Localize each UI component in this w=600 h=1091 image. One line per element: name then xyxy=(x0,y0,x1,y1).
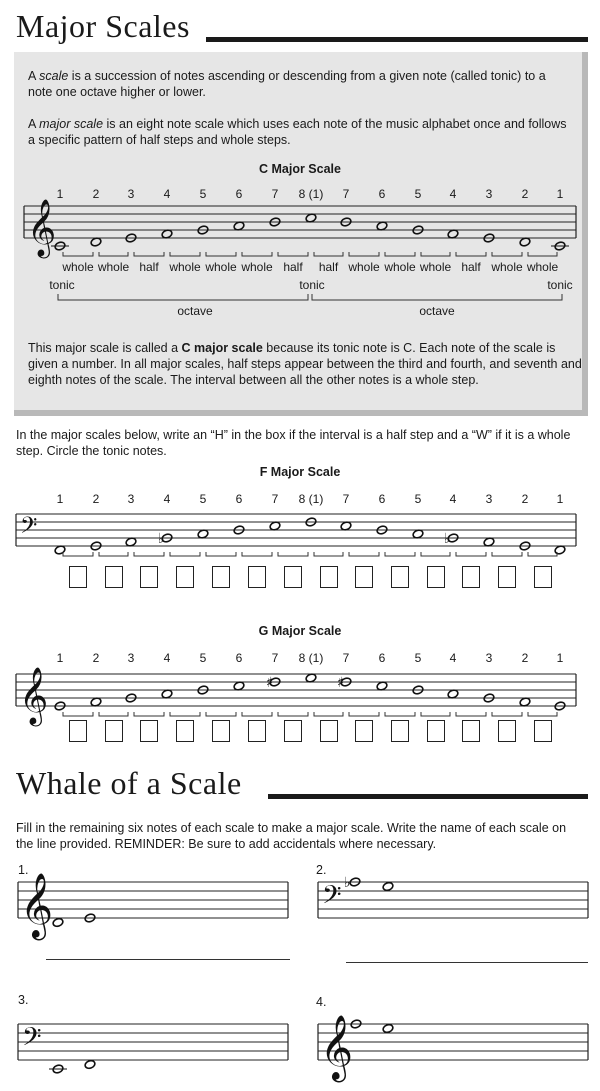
answer-box[interactable] xyxy=(320,720,338,742)
step-bracket xyxy=(206,252,236,256)
exercise-1-number: 1. xyxy=(18,863,29,877)
scale-degree: 6 xyxy=(235,492,243,506)
answer-box[interactable] xyxy=(462,566,480,588)
step-bracket xyxy=(528,552,557,556)
intro-paragraph-c-major: This major scale is called a C major scale because its tonic note is C. Each note of the scale is given a number. In all major scales, half steps appear between the third and fourth, and seventh and eighth notes of the scale. The interval between all the other notes is a whole step. xyxy=(28,341,582,387)
scale-degree: 5 xyxy=(199,651,207,665)
step-bracket xyxy=(385,252,415,256)
bass-clef-icon: 𝄢 xyxy=(22,1023,42,1058)
scale-degree: 7 xyxy=(271,187,279,201)
c-major-title: C Major Scale xyxy=(259,162,341,176)
exercise-3-staff xyxy=(0,1012,300,1086)
whole-note-icon xyxy=(382,1023,394,1033)
step-bracket xyxy=(206,552,236,556)
step-bracket xyxy=(134,712,164,716)
step-label: whole xyxy=(241,260,273,274)
answer-box[interactable] xyxy=(284,720,302,742)
step-bracket xyxy=(134,552,164,556)
scale-degree: 5 xyxy=(199,492,207,506)
octave-label-2: octave xyxy=(419,304,455,318)
scale-degree: 5 xyxy=(414,651,422,665)
scale-degree: 3 xyxy=(127,492,135,506)
step-label: whole xyxy=(491,260,523,274)
step-bracket xyxy=(242,252,272,256)
scale-degree: 1 xyxy=(556,492,564,506)
section-title-major-scales: Major Scales xyxy=(16,8,190,44)
exercise-3-number: 3. xyxy=(18,993,29,1007)
f-major-staff xyxy=(0,506,600,558)
step-bracket xyxy=(385,552,415,556)
answer-box[interactable] xyxy=(355,566,373,588)
exercise-4-staff xyxy=(300,1012,600,1086)
step-label: whole xyxy=(526,260,559,274)
scale-degree: 5 xyxy=(414,187,422,201)
answer-box[interactable] xyxy=(534,566,552,588)
scale-degree: 6 xyxy=(378,651,386,665)
exercise-2-number: 2. xyxy=(316,863,327,877)
sharp-icon: ♯ xyxy=(266,675,273,691)
scale-degree: 2 xyxy=(92,492,100,506)
flat-icon: ♭ xyxy=(444,531,451,547)
step-bracket xyxy=(349,552,379,556)
scale-degree: 4 xyxy=(449,651,457,665)
scale-degree: 1 xyxy=(56,651,64,665)
step-bracket xyxy=(385,712,415,716)
exercise-1-staff xyxy=(0,870,300,944)
answer-box[interactable] xyxy=(212,566,230,588)
scale-degree: 6 xyxy=(378,187,386,201)
treble-clef-icon: 𝄞 xyxy=(19,666,49,724)
scale-degree: 2 xyxy=(92,187,100,201)
step-bracket xyxy=(63,252,93,256)
answer-box[interactable] xyxy=(534,720,552,742)
step-label: half xyxy=(283,260,303,274)
answer-box[interactable] xyxy=(391,720,409,742)
tonic-label-end: tonic xyxy=(547,278,573,292)
scale-degree: 6 xyxy=(235,651,243,665)
answer-box[interactable] xyxy=(69,720,87,742)
step-bracket xyxy=(242,712,272,716)
scale-degree: 4 xyxy=(449,187,457,201)
bass-clef-icon: 𝄢 xyxy=(322,881,342,916)
step-bracket xyxy=(99,252,128,256)
treble-clef-icon: 𝄞 xyxy=(27,198,57,256)
answer-box[interactable] xyxy=(212,720,230,742)
scale-degree: 4 xyxy=(163,187,171,201)
exercise-2-answer-line[interactable] xyxy=(346,962,588,963)
scale-degree: 1 xyxy=(56,187,64,201)
step-bracket xyxy=(63,552,93,556)
answer-box[interactable] xyxy=(427,566,445,588)
whole-note-icon xyxy=(52,917,64,927)
step-bracket xyxy=(278,552,308,556)
scale-degree: 2 xyxy=(521,187,529,201)
scale-degree: 4 xyxy=(163,651,171,665)
step-bracket xyxy=(314,552,343,556)
flat-icon: ♭ xyxy=(158,531,165,547)
step-bracket xyxy=(99,712,128,716)
scale-degree: 7 xyxy=(342,187,350,201)
scale-degree: 8 (1) xyxy=(298,651,324,665)
scale-degree: 4 xyxy=(163,492,171,506)
step-bracket xyxy=(421,252,450,256)
answer-box[interactable] xyxy=(69,566,87,588)
answer-box[interactable] xyxy=(462,720,480,742)
bass-clef-icon: 𝄢 xyxy=(20,513,38,544)
scale-degree: 3 xyxy=(485,187,493,201)
step-bracket xyxy=(170,552,200,556)
octave-brackets xyxy=(0,292,600,302)
scale-degree: 7 xyxy=(342,492,350,506)
step-bracket xyxy=(278,252,308,256)
exercise-1-answer-line[interactable] xyxy=(46,959,290,960)
tonic-label-middle: tonic xyxy=(299,278,325,292)
answer-box[interactable] xyxy=(498,720,516,742)
step-label: whole xyxy=(169,260,201,274)
step-bracket xyxy=(349,712,379,716)
step-bracket xyxy=(134,252,164,256)
step-bracket xyxy=(492,552,522,556)
step-label: whole xyxy=(419,260,452,274)
intro-box xyxy=(14,52,588,416)
sharp-icon: ♯ xyxy=(337,675,344,691)
step-label: whole xyxy=(205,260,237,274)
step-bracket xyxy=(63,712,93,716)
step-bracket xyxy=(456,252,486,256)
step-label: half xyxy=(461,260,481,274)
flat-icon: ♭ xyxy=(344,875,351,891)
step-bracket xyxy=(421,712,450,716)
answer-box[interactable] xyxy=(176,720,194,742)
step-bracket xyxy=(492,252,522,256)
scale-degree: 6 xyxy=(235,187,243,201)
scale-degree: 8 (1) xyxy=(298,187,324,201)
answer-box[interactable] xyxy=(248,566,266,588)
scale-degree: 7 xyxy=(342,651,350,665)
scale-degree: 1 xyxy=(556,187,564,201)
octave-labels xyxy=(0,304,600,320)
step-bracket xyxy=(278,712,308,716)
answer-box[interactable] xyxy=(320,566,338,588)
step-bracket xyxy=(314,712,343,716)
whale-instructions: Fill in the remaining six notes of each scale to make a major scale. Write the name of each scale on the line provided. REMINDER: Be sure to add accidentals where necessary. xyxy=(16,821,567,851)
answer-box[interactable] xyxy=(391,566,409,588)
step-bracket xyxy=(170,712,200,716)
step-label: half xyxy=(139,260,159,274)
answer-box[interactable] xyxy=(284,566,302,588)
step-bracket xyxy=(99,552,128,556)
step-bracket xyxy=(528,252,557,256)
scale-degree: 7 xyxy=(271,492,279,506)
answer-box[interactable] xyxy=(140,720,158,742)
scale-degree: 4 xyxy=(449,492,457,506)
step-bracket xyxy=(242,552,272,556)
g-major-staff xyxy=(0,664,600,724)
octave-label-1: octave xyxy=(177,304,213,318)
g-major-title: G Major Scale xyxy=(258,624,342,638)
step-bracket xyxy=(456,552,486,556)
f-major-title: F Major Scale xyxy=(259,465,341,479)
c-major-staff xyxy=(0,198,600,256)
scale-degree: 3 xyxy=(485,651,493,665)
step-label: whole xyxy=(384,260,416,274)
intro-paragraph-major-scale: A major scale is an eight note scale which uses each note of the music alphabet once and follows a specific pattern of half steps and whole steps. xyxy=(28,117,567,147)
step-label: whole xyxy=(62,260,94,274)
step-bracket xyxy=(349,252,379,256)
step-bracket xyxy=(528,712,557,716)
scale-degree: 3 xyxy=(127,187,135,201)
step-bracket xyxy=(492,712,522,716)
answer-box[interactable] xyxy=(248,720,266,742)
whole-note-icon xyxy=(382,881,394,891)
scale-degree: 3 xyxy=(485,492,493,506)
scale-degree: 2 xyxy=(92,651,100,665)
answer-box[interactable] xyxy=(427,720,445,742)
step-bracket xyxy=(314,252,343,256)
step-label: half xyxy=(318,260,339,274)
step-bracket xyxy=(421,552,450,556)
exercise-2-staff xyxy=(300,870,600,944)
scale-degree: 5 xyxy=(414,492,422,506)
exercise-instructions: In the major scales below, write an “H” in the box if the interval is a half step and a “W” if it is a whole step. Circle the tonic notes. xyxy=(16,428,571,458)
scale-degree: 2 xyxy=(521,492,529,506)
step-label: whole xyxy=(348,260,380,274)
answer-box[interactable] xyxy=(498,566,516,588)
scale-degree: 1 xyxy=(556,651,564,665)
treble-clef-icon: 𝄞 xyxy=(20,873,53,938)
scale-degree: 7 xyxy=(271,651,279,665)
scale-degree: 1 xyxy=(56,492,64,506)
treble-clef-icon: 𝄞 xyxy=(320,1015,353,1080)
scale-degree: 8 (1) xyxy=(298,492,324,506)
title-rule-2 xyxy=(268,794,588,799)
step-label: whole xyxy=(97,260,130,274)
scale-degree: 3 xyxy=(127,651,135,665)
intro-paragraph-scale: A scale is a succession of notes ascending or descending from a given note (called tonic) to a note one octave higher or lower. xyxy=(28,69,546,99)
section-title-whale-of-a-scale: Whale of a Scale xyxy=(16,765,242,801)
scale-degree: 2 xyxy=(521,651,529,665)
answer-box[interactable] xyxy=(105,566,123,588)
c-step-labels xyxy=(0,260,600,276)
step-bracket xyxy=(170,252,200,256)
step-bracket xyxy=(206,712,236,716)
scale-degree: 6 xyxy=(378,492,386,506)
answer-box[interactable] xyxy=(105,720,123,742)
title-rule xyxy=(206,37,588,42)
whole-note-icon xyxy=(84,1059,96,1069)
answer-box[interactable] xyxy=(176,566,194,588)
tonic-label-start: tonic xyxy=(49,278,75,292)
scale-degree: 5 xyxy=(199,187,207,201)
answer-box[interactable] xyxy=(355,720,373,742)
step-bracket xyxy=(456,712,486,716)
answer-box[interactable] xyxy=(140,566,158,588)
exercise-4-number: 4. xyxy=(316,995,327,1009)
